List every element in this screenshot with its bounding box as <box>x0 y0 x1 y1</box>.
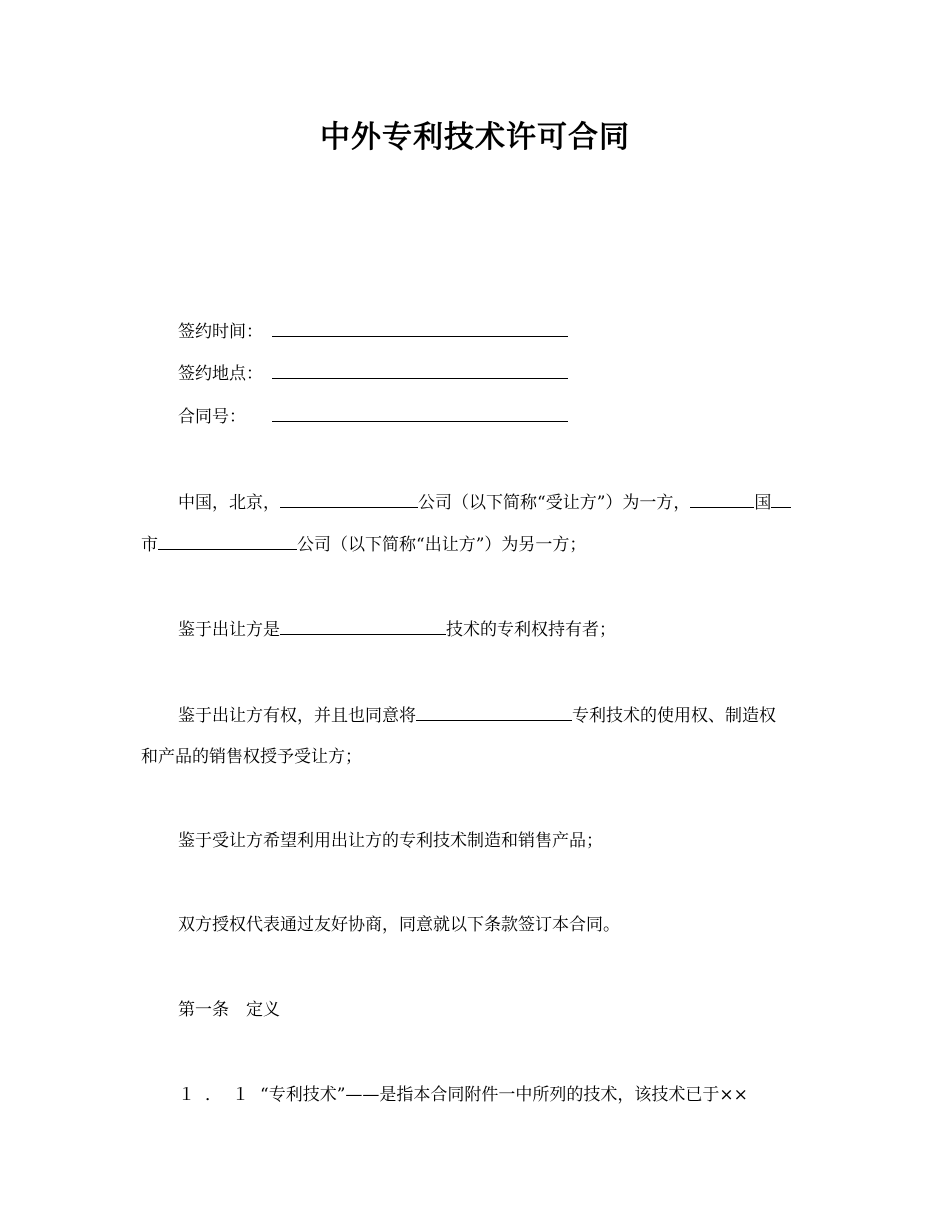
whereas-2-text-a: 鉴于出让方有权，并且也同意将 <box>178 706 416 726</box>
licensor-company-blank[interactable] <box>158 532 297 550</box>
whereas-2-text-c: 和产品的销售权授予受让方； <box>141 747 362 767</box>
licensee-company-blank[interactable] <box>280 490 418 508</box>
signing-place-blank[interactable] <box>272 361 568 379</box>
signing-time-row <box>178 319 568 344</box>
contract-number-row <box>178 404 568 429</box>
parties-text-d: 市 <box>141 535 158 555</box>
parties-text-a: 中国，北京， <box>178 493 280 513</box>
agreement-statement: 双方授权代表通过友好协商，同意就以下条款签订本合同。 <box>178 915 620 935</box>
parties-line-2 <box>141 532 586 557</box>
patent-technology-blank[interactable] <box>416 703 572 721</box>
whereas-3: 鉴于受让方希望利用出让方的专利技术制造和销售产品； <box>178 831 603 851</box>
parties-text-e: 公司（以下简称“出让方”）为另一方； <box>297 535 587 555</box>
whereas-2-line-1 <box>178 703 776 728</box>
signing-time-label: 签约时间： <box>178 322 263 342</box>
document-title: 中外专利技术许可合同 <box>320 120 630 155</box>
clause-1-1 <box>178 1083 748 1107</box>
parties-text-b: 公司（以下简称“受让方”）为一方， <box>418 493 691 513</box>
contract-number-label: 合同号： <box>178 407 246 427</box>
parties-text-c: 国 <box>754 493 772 513</box>
whereas-1-text-a: 鉴于出让方是 <box>178 620 280 640</box>
licensor-city-blank[interactable] <box>771 490 791 508</box>
signing-place-row <box>178 361 568 386</box>
whereas-2-line-2 <box>141 745 362 769</box>
whereas-2-text-b: 专利技术的使用权、制造权 <box>572 706 776 726</box>
signing-place-label: 签约地点： <box>178 364 263 384</box>
parties-line-1 <box>178 490 791 515</box>
clause-number: １．１ <box>178 1085 259 1105</box>
article-1-heading: 第一条 定义 <box>178 1000 280 1020</box>
whereas-1 <box>178 617 616 642</box>
technology-name-blank[interactable] <box>280 617 446 635</box>
signing-time-blank[interactable] <box>272 319 568 337</box>
clause-text: “专利技术”——是指本合同附件一中所列的技术，该技术已于×× <box>260 1085 748 1105</box>
contract-number-blank[interactable] <box>272 404 568 422</box>
whereas-1-text-b: 技术的专利权持有者； <box>446 620 616 640</box>
licensor-country-blank[interactable] <box>690 490 754 508</box>
